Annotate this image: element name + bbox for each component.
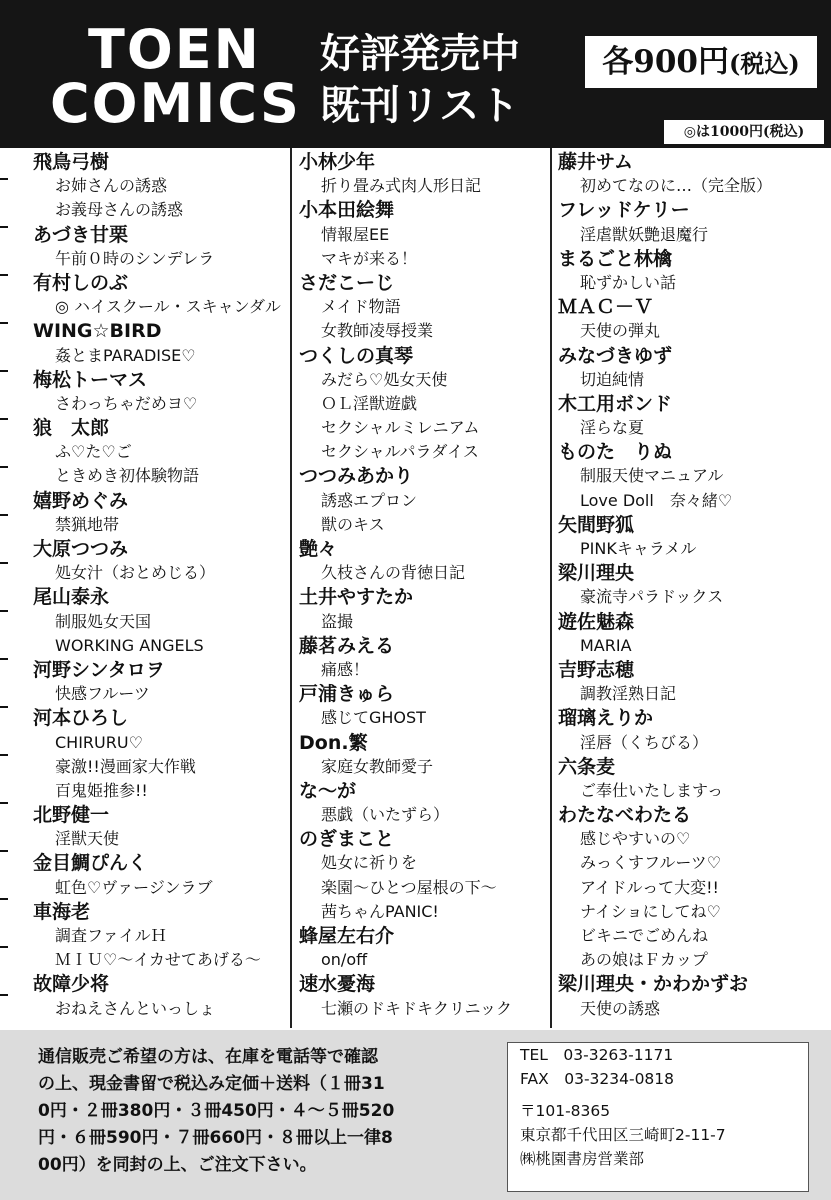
page-edge-marks [0, 148, 20, 1023]
book-title: 初めてなのに…（完全版） [580, 176, 773, 196]
book-title: 久枝さんの背徳日記 [321, 563, 466, 583]
author-name: 梁川理央・かわかずお [558, 973, 749, 996]
book-title: 姦とまPARADISE♡ [55, 345, 196, 365]
author-name: 六条麦 [558, 755, 616, 778]
author-name: のぎまこと [299, 828, 395, 851]
book-title: 午前０時のシンデレラ [55, 248, 215, 268]
book-title: MARIA [580, 635, 632, 655]
author-name: 梁川理央 [558, 562, 635, 585]
book-title: 茜ちゃんPANIC! [321, 901, 439, 921]
author-name: 木工用ボンド [558, 392, 673, 415]
author-name: さだこーじ [299, 271, 395, 294]
heading-line-1: 好評発売中 [320, 31, 520, 77]
edge-tick [0, 466, 8, 468]
book-title: ナイショにしてね♡ [580, 901, 721, 921]
contact-box [507, 1042, 809, 1192]
book-title: 調査ファイルＨ [55, 926, 167, 945]
author-name: 藤茗みえる [299, 634, 395, 657]
book-title: ビキニでごめんね [580, 926, 709, 945]
edge-tick [0, 802, 8, 804]
author-name: 藤井サム [558, 151, 634, 173]
book-title: 禁猟地帯 [55, 514, 120, 534]
catalog-column-2 [299, 150, 549, 1021]
author-name: 吉野志穂 [558, 658, 635, 681]
edge-tick [0, 178, 8, 180]
author-name: 大原つつみ [33, 538, 129, 560]
book-title: 淫虐獣妖艶退魔行 [580, 224, 709, 244]
column-divider [290, 148, 292, 1028]
book-title: さわっちゃだめヨ♡ [55, 393, 198, 413]
book-title: 処女汁（おとめじる） [55, 563, 216, 583]
order-footer [0, 1030, 831, 1200]
book-title: CHIRURU♡ [55, 732, 143, 752]
edge-tick [0, 994, 8, 996]
author-name: まるごと林檎 [558, 247, 673, 270]
author-name: な～が [299, 779, 357, 802]
brand-line-1: TOEN [88, 18, 261, 81]
book-title: 感じやすいの♡ [580, 829, 691, 849]
book-title: Love Doll 奈々緒♡ [580, 490, 733, 510]
edge-tick [0, 610, 8, 612]
book-title: アイドルって大変!! [580, 877, 719, 897]
author-name: 車海老 [33, 900, 91, 923]
edge-tick [0, 370, 8, 372]
author-name: 尾山泰永 [33, 586, 110, 609]
author-name: 遊佐魅森 [558, 610, 635, 633]
author-name: 矢間野狐 [558, 513, 635, 536]
book-title: 淫唇（くちびる） [580, 732, 709, 752]
book-title: 制服天使マニュアル [580, 466, 724, 486]
book-title: お姉さんの誘惑 [55, 176, 168, 196]
book-title: 恥ずかしい話 [580, 272, 677, 292]
author-name: 艶々 [299, 538, 338, 560]
book-title: 情報屋EE [321, 224, 390, 244]
book-title: 豪流寺パラドックス [580, 587, 724, 607]
book-title: ときめき初体験物語 [55, 466, 200, 486]
author-name: 河野シンタロヲ [33, 658, 165, 681]
contact-fax: FAX 03-3234-0818 [520, 1070, 675, 1088]
book-title: PINKキャラメル [580, 539, 697, 558]
author-name: 蜂屋左右介 [299, 925, 395, 947]
author-name: フレッドケリー [558, 199, 690, 222]
author-name: 飛鳥弓樹 [33, 151, 110, 173]
edge-tick [0, 658, 8, 660]
edge-tick [0, 898, 8, 900]
author-name: みなづきゆず [558, 344, 673, 367]
author-name: 故障少将 [33, 973, 110, 996]
author-name: 瑠璃えりか [558, 707, 654, 730]
author-name: 速水憂海 [299, 973, 376, 996]
contact-tel: TEL 03-3263-1171 [520, 1046, 674, 1064]
book-title: セクシャルミレニアム [321, 418, 480, 438]
order-line: 通信販売ご希望の方は、在庫を電話等で確認 [38, 1047, 378, 1067]
author-name: ＭＡＣ－Ｖ [558, 296, 654, 319]
heading-line-2: 既刊リスト [320, 83, 520, 129]
edge-tick [0, 514, 8, 516]
book-title: 快感フルーツ [55, 684, 150, 704]
author-name: 北野健一 [33, 804, 110, 827]
book-title: 楽園～ひとつ屋根の下～ [321, 877, 497, 897]
order-line: の上、現金書留で税込み定価＋送料（１冊31 [38, 1074, 385, 1094]
catalog-column-1 [33, 150, 288, 1021]
author-name: 嬉野めぐみ [33, 489, 129, 512]
book-title: 天使の弾丸 [580, 321, 661, 341]
author-name: 小本田絵舞 [299, 199, 395, 222]
edge-tick [0, 274, 8, 276]
book-title: ◎ ハイスクール・スキャンダル [55, 297, 281, 317]
book-title: 虹色♡ヴァージンラブ [55, 877, 213, 897]
edge-tick [0, 946, 8, 948]
book-title: ご奉仕いたしますっ [580, 780, 724, 800]
book-title: 女教師凌辱授業 [321, 321, 434, 341]
contact-postal: 〒101-8365 [520, 1102, 611, 1120]
book-title: おねえさんといっしょ [55, 998, 216, 1018]
author-name: 金目鯛ぴんく [33, 852, 148, 875]
book-title: みっくすフルーツ♡ [580, 853, 722, 873]
edge-tick [0, 226, 8, 228]
price-main: 各900円 [602, 44, 729, 80]
book-title: セクシャルパラダイス [321, 442, 479, 462]
book-title: 豪激!!漫画家大作戦 [55, 756, 196, 776]
book-title: 調教淫熟日記 [580, 684, 677, 704]
author-name: Don.繁 [299, 731, 368, 754]
book-title: 天使の誘惑 [580, 998, 661, 1018]
edge-tick [0, 418, 8, 420]
book-title: 家庭女教師愛子 [321, 756, 434, 776]
order-line: 円・６冊590円・７冊660円・８冊以上一律8 [38, 1128, 393, 1148]
catalog-column-3 [558, 150, 828, 1021]
book-title: 誘惑エプロン [321, 490, 418, 510]
book-title: ＭＩＵ♡～イカせてあげる～ [55, 950, 261, 970]
book-title: 折り畳み式肉人形日記 [321, 176, 482, 196]
author-name: ものた りぬ [558, 441, 673, 464]
author-name: 河本ひろし [33, 707, 129, 730]
author-name: 土井やすたか [299, 586, 414, 609]
book-title: マキが来る！ [321, 248, 418, 268]
book-title: ＯＬ淫獣遊戯 [321, 393, 418, 413]
book-title: 淫らな夏 [580, 418, 645, 438]
edge-tick [0, 322, 8, 324]
book-title: ふ♡た♡ご [55, 442, 132, 462]
book-title: 百鬼姫推参!! [55, 780, 148, 800]
column-divider [550, 148, 552, 1028]
contact-company: ㈱桃園書房営業部 [520, 1150, 645, 1168]
book-title: みだら♡処女天使 [321, 369, 448, 389]
edge-tick [0, 754, 8, 756]
book-title: 盗撮 [321, 611, 354, 631]
contact-gap [508, 1091, 808, 1099]
book-title: 淫獣天使 [55, 829, 120, 849]
brand-line-2: COMICS [50, 72, 301, 135]
book-title: WORKING ANGELS [55, 635, 204, 655]
edge-tick [0, 706, 8, 708]
order-instructions [38, 1044, 458, 1179]
author-name: あづき甘栗 [33, 223, 129, 246]
order-line: 0円・２冊380円・３冊450円・４～５冊520 [38, 1101, 395, 1121]
book-title: on/off [321, 950, 368, 970]
book-title: 痛感！ [321, 659, 370, 679]
author-name: 狼 太郎 [33, 417, 110, 440]
author-name: WING☆BIRD [33, 320, 162, 343]
book-title: 獣のキス [321, 514, 385, 534]
book-title: 制服処女天国 [55, 611, 152, 631]
price-badge [585, 36, 817, 88]
author-name: 梅松トーマス [33, 368, 148, 391]
book-title: 感じてGHOST [321, 708, 426, 728]
author-name: 戸浦きゅら [299, 683, 395, 706]
author-name: つつみあかり [299, 465, 414, 488]
edge-tick [0, 850, 8, 852]
book-title: 七瀬のドキドキクリニック [321, 998, 513, 1018]
book-title: 切迫純情 [580, 369, 645, 389]
price-tax: (税込) [729, 49, 800, 78]
author-name: 小林少年 [299, 151, 376, 173]
book-title: 悪戯（いたずら） [321, 805, 450, 825]
price-note: ◎は1000円(税込) [664, 120, 824, 144]
edge-tick [0, 562, 8, 564]
order-line: 00円）を同封の上、ご注文下さい。 [38, 1155, 317, 1175]
book-title: お義母さんの誘惑 [55, 200, 184, 220]
contact-address: 東京都千代田区三崎町2-11-7 [520, 1126, 726, 1144]
author-name: つくしの真琴 [299, 344, 414, 367]
book-title: メイド物語 [321, 297, 401, 317]
book-title: 処女に祈りを [321, 853, 418, 873]
author-name: わたなべわたる [558, 804, 692, 827]
book-title: あの娘はＦカップ [580, 950, 708, 970]
header-banner [0, 0, 831, 148]
author-name: 有村しのぶ [33, 271, 129, 294]
